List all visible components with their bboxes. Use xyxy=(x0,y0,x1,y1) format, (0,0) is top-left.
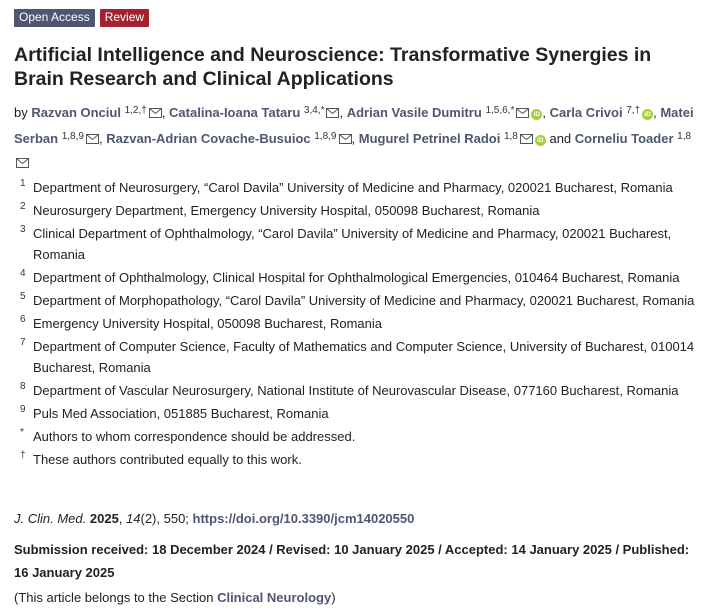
affiliation-number: * xyxy=(20,427,24,438)
affiliation-number: 4 xyxy=(20,268,26,279)
by-label: by xyxy=(14,105,28,120)
affiliation-number: 3 xyxy=(20,224,26,235)
affiliation-item xyxy=(14,449,704,470)
affiliation-text: Emergency University Hospital, 050098 Bucharest, Romania xyxy=(33,316,383,331)
author-list: by Razvan Onciul $^{1,2,\dagger}$ , Catalina-Ioana Tataru $^{3,4,*}$ , Adrian Vasile Dumitru $^{1,5,6,*}$ iD , Carla Crivoi $^{7,\dagger}$ iD , Matei Serban $^{1,8,9}$ , Razvan-Adrian Covache-Busuioc $^{1,8,9}$ , Mugurel Petrinel Radoi $^{1,8}$ iD and Corneliu Toader $^{1,8}$ xyxy=(14,99,704,175)
affiliation-text: These authors contributed equally to this work. xyxy=(33,452,302,467)
author-affil-sup: 1,5,6,* xyxy=(485,105,515,116)
affiliation-item xyxy=(14,223,704,265)
review-badge[interactable]: Review xyxy=(100,9,149,27)
author-affil-sup: 1,8,9 xyxy=(314,131,337,142)
affiliation-text: Clinical Department of Ophthalmology, “Carol Davila” University of Medicine and Pharmacy, 020021 Bucharest, Romania xyxy=(33,226,672,262)
affiliation-item xyxy=(14,290,704,311)
affiliation-text: Department of Computer Science, Faculty of Mathematics and Computer Science, University of Bucharest, 010014 Bucharest, Romania xyxy=(33,339,695,375)
open-access-badge[interactable]: Open Access xyxy=(14,9,95,27)
article-title: Artificial Intelligence and Neuroscience: Transformative Synergies in Brain Research and Clinical Applications xyxy=(14,44,652,90)
affiliation-number: 2 xyxy=(20,201,26,212)
email-icon[interactable] xyxy=(16,152,29,175)
author-name-dumitru[interactable]: Adrian Vasile Dumitru xyxy=(346,105,482,120)
author-affil-sup: 1,2,† xyxy=(124,105,147,116)
email-icon[interactable] xyxy=(86,128,99,151)
author-name-serban[interactable]: Matei Serban xyxy=(14,105,694,146)
affiliation-number: 6 xyxy=(20,314,26,325)
section-link[interactable]: Clinical Neurology xyxy=(217,590,332,605)
affiliation-item xyxy=(14,380,704,401)
author-name-onciul[interactable]: Razvan Onciul xyxy=(31,105,121,120)
orcid-icon[interactable]: iD xyxy=(642,109,653,120)
affiliation-number: 8 xyxy=(20,381,26,392)
affiliation-number: 1 xyxy=(20,178,26,189)
orcid-icon[interactable]: iD xyxy=(531,109,542,120)
affiliation-text: Department of Neurosurgery, “Carol Davila” University of Medicine and Pharmacy, 020021 Bucharest, Romania xyxy=(33,180,673,195)
citation-line: J. Clin. Med. 2025, 14(2), 550; https://doi.org/10.3390/jcm14020550 xyxy=(14,511,415,526)
author-name-toader[interactable]: Corneliu Toader xyxy=(574,131,674,146)
orcid-icon[interactable]: iD xyxy=(535,135,546,146)
author-affil-sup: 3,4,* xyxy=(303,105,325,116)
citation-year: 2025 xyxy=(89,511,119,526)
affiliation-item xyxy=(14,426,704,447)
email-icon[interactable] xyxy=(149,102,162,125)
publication-dates: Submission received: 18 December 2024 / Revised: 10 January 2025 / Accepted: 14 January 2025 / Published: 16 January 2025 xyxy=(14,542,690,580)
affiliation-number: † xyxy=(20,450,26,461)
section-note xyxy=(14,588,336,608)
affiliation-number: 9 xyxy=(20,404,26,415)
journal-abbrev: J. Clin. Med. xyxy=(14,511,87,526)
affiliation-text: Department of Vascular Neurosurgery, National Institute of Neurovascular Disease, 077160 Bucharest, Romania xyxy=(33,383,679,398)
affiliation-text: Department of Ophthalmology, Clinical Hospital for Ophthalmological Emergencies, 010464 Bucharest, Romania xyxy=(33,270,680,285)
affiliation-number: 7 xyxy=(20,337,26,348)
affiliation-text: Department of Morphopathology, “Carol Davila” University of Medicine and Pharmacy, 020021 Bucharest, Romania xyxy=(33,293,695,308)
citation-volume: 14 xyxy=(126,511,141,526)
section-suffix: ) xyxy=(331,590,336,605)
affiliation-text: Puls Med Association, 051885 Bucharest, Romania xyxy=(33,406,329,421)
affiliation-item xyxy=(14,177,704,198)
affiliation-item xyxy=(14,336,704,378)
affiliation-list xyxy=(14,177,704,470)
author-affil-sup: 1,8 xyxy=(677,131,692,142)
citation-issue: (2), 550; xyxy=(140,511,193,526)
email-icon[interactable] xyxy=(339,128,352,151)
affiliation-text: Neurosurgery Department, Emergency University Hospital, 050098 Bucharest, Romania xyxy=(33,203,540,218)
affiliation-text: Authors to whom correspondence should be addressed. xyxy=(33,429,356,444)
affiliation-item xyxy=(14,313,704,334)
author-name-crivoi[interactable]: Carla Crivoi xyxy=(549,105,623,120)
affiliation-number: 5 xyxy=(20,291,26,302)
author-name-covache-busuioc[interactable]: Razvan-Adrian Covache-Busuioc xyxy=(106,131,311,146)
email-icon[interactable] xyxy=(520,128,533,151)
affiliation-item xyxy=(14,267,704,288)
doi-link[interactable]: https://doi.org/10.3390/jcm14020550 xyxy=(192,511,415,526)
author-name-radoi[interactable]: Mugurel Petrinel Radoi xyxy=(358,131,501,146)
author-affil-sup: 7,† xyxy=(626,105,641,116)
author-name-tataru[interactable]: Catalina-Ioana Tataru xyxy=(169,105,301,120)
email-icon[interactable] xyxy=(326,102,339,125)
author-affil-sup: 1,8,9 xyxy=(61,131,84,142)
affiliation-item xyxy=(14,403,704,424)
author-affil-sup: 1,8 xyxy=(503,131,518,142)
affiliation-item xyxy=(14,200,704,221)
section-prefix: (This article belongs to the Section xyxy=(14,590,218,605)
and-label: and xyxy=(549,131,572,146)
email-icon[interactable] xyxy=(516,102,529,125)
article-badges xyxy=(14,9,149,27)
